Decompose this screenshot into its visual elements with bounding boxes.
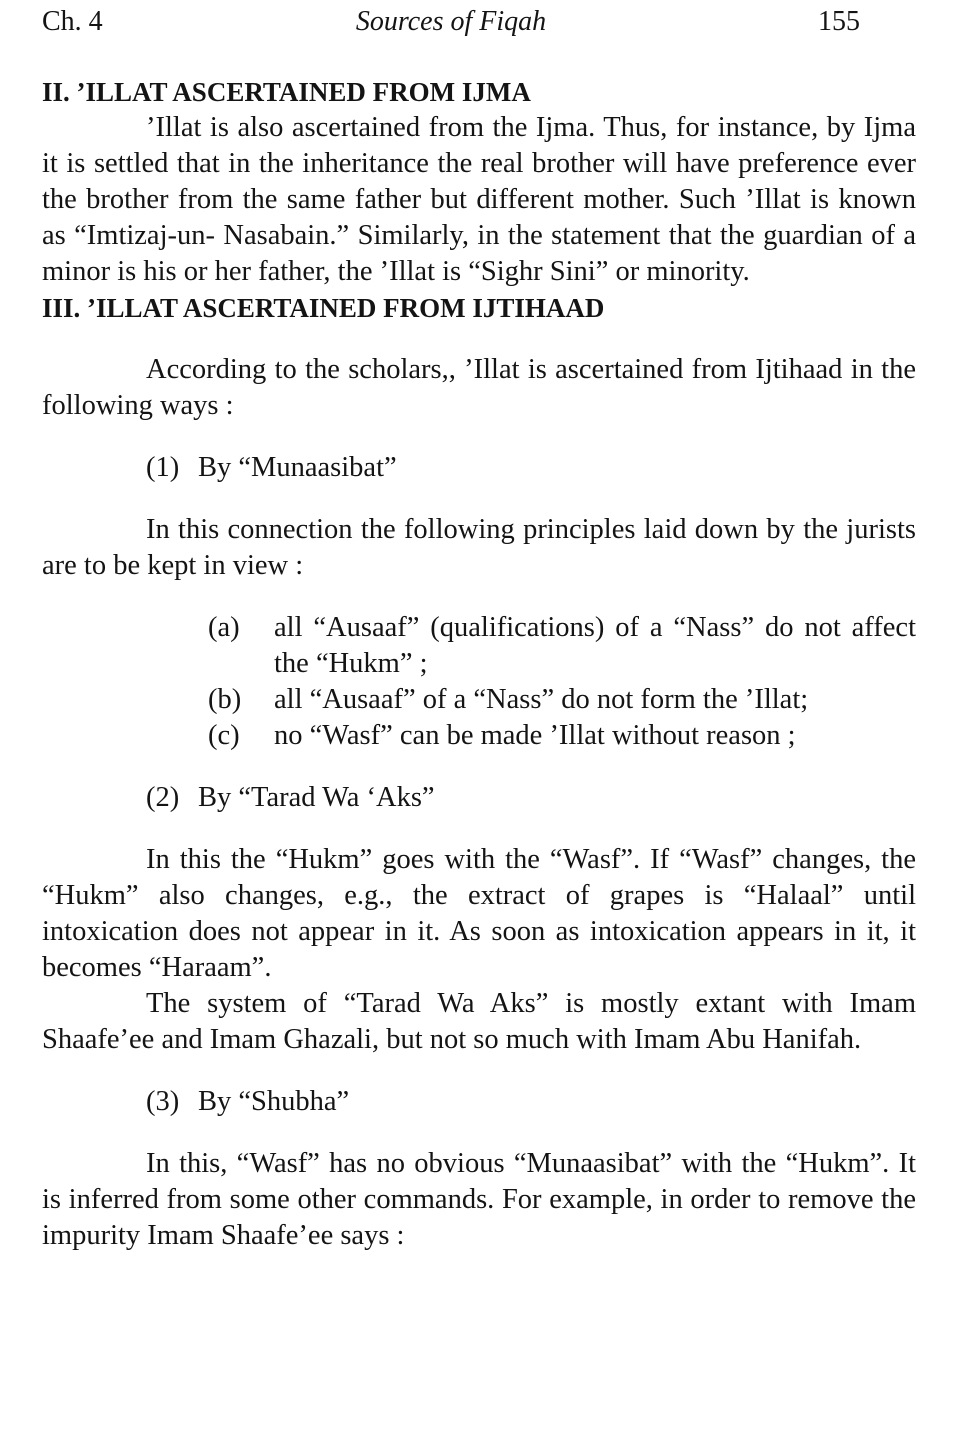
shubha-paragraph: In this, “Wasf” has no obvious “Munaasibat” with the “Hukm”. It is inferred from some other commands. For example, in order to remove the impurity Imam Shaafe’ee says : (42, 1148, 916, 1251)
body-text (42, 74, 916, 1254)
list-item (42, 718, 916, 754)
way-number: (3) (146, 1086, 180, 1117)
way-number: (1) (146, 452, 180, 483)
chapter-label: Ch. 4 (42, 6, 103, 37)
ijma-paragraph: ’Illat is also ascertained from the Ijma. Thus, for instance, by Ijma it is settled that in the inheritance the real brother will have preference ever the brother from the same father but different mother. Such ’Illat is known as “Imtizaj-un- Nasabain.” Similarly, in the statement that the guardian of a minor is his or her father, the ’Illat is “Sighr Sini” or minority. (42, 112, 916, 287)
way-title: By “Munaasibat” (198, 452, 397, 483)
ijtihaad-intro: According to the scholars,, ’Illat is ascertained from Ijtihaad in the following ways : (42, 354, 916, 421)
way-heading-munaasibat (42, 450, 916, 486)
list-marker: (a) (208, 612, 240, 643)
list-item (42, 610, 916, 682)
list-item (42, 682, 916, 718)
way-heading-shubha (42, 1084, 916, 1120)
list-marker: (c) (208, 720, 240, 751)
way-heading-tarad-wa-aks (42, 780, 916, 816)
book-title: Sources of Fiqah (355, 6, 547, 37)
principles-list (42, 610, 916, 754)
page-number: 155 (818, 6, 860, 37)
section-heading-ijma: II. ’ILLAT ASCERTAINED FROM IJMA (42, 77, 531, 107)
way-title: By “Shubha” (198, 1086, 350, 1117)
list-marker: (b) (208, 684, 242, 715)
list-item-text: all “Ausaaf” (qualifications) of a “Nass” do not affect the “Hukm” ; (274, 612, 916, 679)
list-item-text: no “Wasf” can be made ’Illat without reason ; (274, 720, 796, 751)
tarad-paragraph-2: The system of “Tarad Wa Aks” is mostly extant with Imam Shaafe’ee and Imam Ghazali, but not so much with Imam Abu Hanifah. (42, 988, 916, 1055)
running-header (42, 2, 860, 42)
way-number: (2) (146, 782, 180, 813)
munaasibat-paragraph: In this connection the following principles laid down by the jurists are to be kept in view : (42, 514, 916, 581)
way-title: By “Tarad Wa ‘Aks” (198, 782, 435, 813)
tarad-paragraph-1: In this the “Hukm” goes with the “Wasf”. If “Wasf” changes, the “Hukm” also changes, e.g., the extract of grapes is “Halaal” until intoxication does not appear in it. As soon as intoxication appears in it, it becomes “Haraam”. (42, 844, 916, 983)
list-item-text: all “Ausaaf” of a “Nass” do not form the ’Illat; (274, 684, 809, 715)
section-heading-ijtihaad: III. ’ILLAT ASCERTAINED FROM IJTIHAAD (42, 293, 605, 323)
